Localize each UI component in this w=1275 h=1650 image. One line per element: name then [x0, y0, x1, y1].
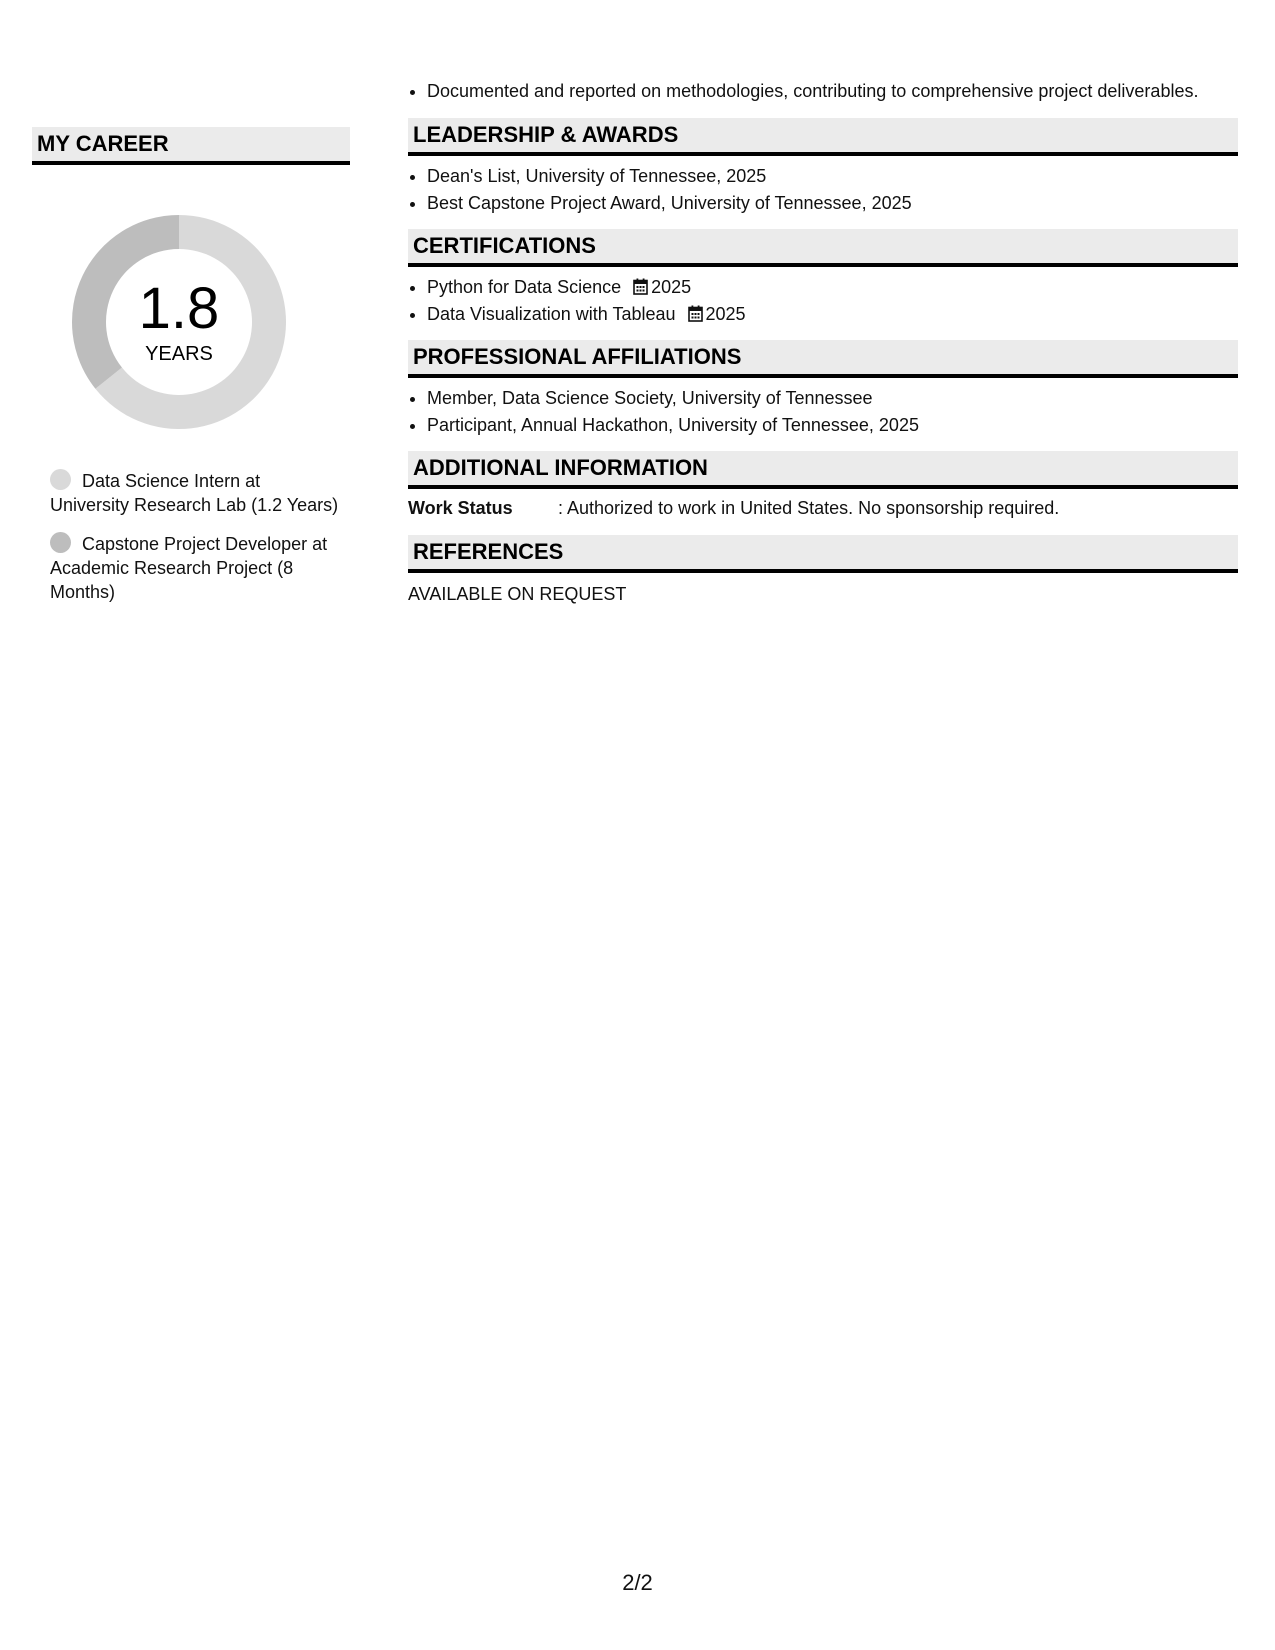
certification-name: Python for Data Science: [427, 277, 622, 297]
legend-item: [50, 469, 342, 517]
work-status-row: [408, 496, 1238, 520]
career-total-value: 1.8: [138, 276, 220, 341]
affiliations-section: [408, 340, 1238, 439]
legend-item: [50, 532, 342, 604]
calendar-icon: [633, 278, 648, 295]
calendar-icon: [688, 305, 703, 322]
legend-label: Data Science Intern at University Research Lab (1.2 Years): [50, 471, 339, 515]
list-item: [427, 301, 1238, 328]
references-section: [408, 535, 1238, 606]
career-donut-chart: [66, 209, 292, 435]
career-header: MY CAREER: [32, 127, 350, 165]
certifications-header: CERTIFICATIONS: [408, 229, 1238, 267]
legend-label: Capstone Project Developer at Academic Research Project (8 Months): [50, 534, 328, 602]
certification-year: 2025: [651, 277, 692, 297]
experience-bullets-continued: [408, 78, 1238, 105]
certifications-list: [408, 274, 1238, 328]
affiliations-header: PROFESSIONAL AFFILIATIONS: [408, 340, 1238, 378]
leadership-header: LEADERSHIP & AWARDS: [408, 118, 1238, 156]
list-item: [427, 274, 1238, 301]
legend-dot-icon: [50, 469, 71, 490]
affiliations-list: [408, 385, 1238, 439]
career-total-unit: YEARS: [145, 343, 213, 365]
page-number: 2/2: [622, 1570, 653, 1595]
certifications-section: [408, 229, 1238, 328]
main-content: [408, 78, 1238, 606]
legend-dot-icon: [50, 532, 71, 553]
references-header: REFERENCES: [408, 535, 1238, 573]
work-status-label: Work Status: [408, 498, 513, 518]
certification-year: 2025: [705, 304, 746, 324]
career-legend: [50, 469, 342, 604]
certification-name: Data Visualization with Tableau: [427, 304, 676, 324]
list-item: • Member, Data Science Society, University of Tennessee: [427, 385, 1238, 412]
references-text: AVAILABLE ON REQUEST: [408, 584, 627, 604]
list-item: • Documented and reported on methodologies, contributing to comprehensive project deliverables.: [427, 78, 1238, 105]
additional-info-section: [408, 451, 1238, 520]
leadership-section: [408, 118, 1238, 217]
list-item: • Participant, Annual Hackathon, University of Tennessee, 2025: [427, 412, 1238, 439]
leadership-list: [408, 163, 1238, 217]
additional-info-header: ADDITIONAL INFORMATION: [408, 451, 1238, 489]
list-item: • Dean's List, University of Tennessee, 2025: [427, 163, 1238, 190]
work-status-value: : Authorized to work in United States. No sponsorship required.: [558, 498, 1060, 518]
career-panel: [32, 127, 350, 619]
list-item: • Best Capstone Project Award, University of Tennessee, 2025: [427, 190, 1238, 217]
